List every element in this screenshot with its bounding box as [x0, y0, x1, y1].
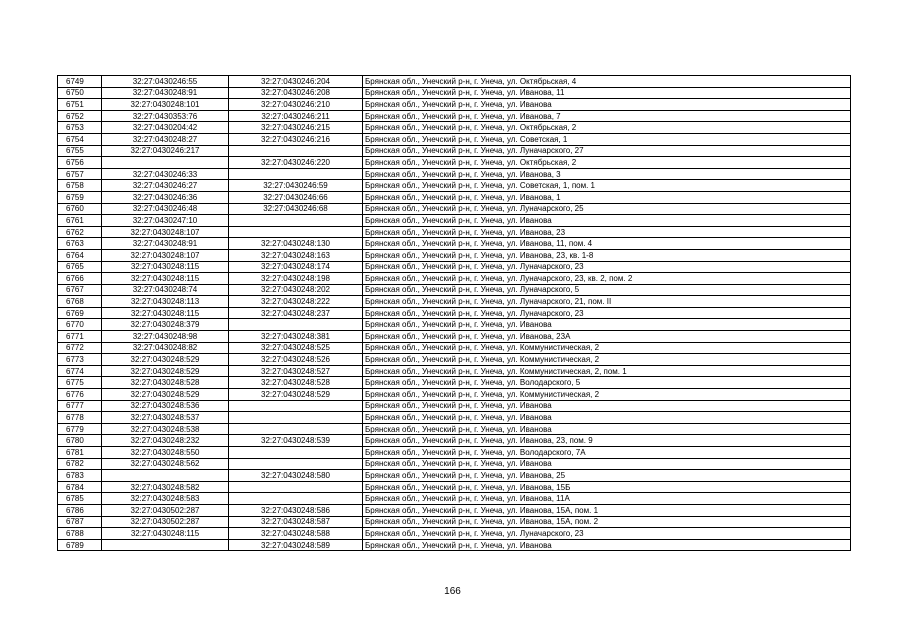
parcel-cadastral-number-cell: 32:27:0430248:538: [102, 423, 229, 435]
parcel-cadastral-number-cell: 32:27:0430248:529: [102, 365, 229, 377]
table-row: [58, 191, 851, 203]
table-row: [58, 516, 851, 528]
object-cadastral-number-cell: [229, 493, 363, 505]
object-cadastral-number-cell: [229, 168, 363, 180]
parcel-cadastral-number-cell: 32:27:0430248:562: [102, 458, 229, 470]
table-row: [58, 319, 851, 331]
row-number-cell: 6778: [58, 412, 102, 424]
object-cadastral-number-cell: [229, 400, 363, 412]
table-row: [58, 110, 851, 122]
parcel-cadastral-number-cell: 32:27:0430502:287: [102, 504, 229, 516]
object-cadastral-number-cell: 32:27:0430246:210: [229, 99, 363, 111]
row-number-cell: 6779: [58, 423, 102, 435]
table-row: [58, 238, 851, 250]
object-cadastral-number-cell: 32:27:0430246:220: [229, 157, 363, 169]
address-cell: Брянская обл., Унечский р-н, г. Унеча, ул. Иванова, 23А: [363, 331, 851, 343]
address-cell: Брянская обл., Унечский р-н, г. Унеча, ул. Володарского, 7А: [363, 447, 851, 459]
object-cadastral-number-cell: 32:27:0430246:204: [229, 76, 363, 88]
row-number-cell: 6786: [58, 504, 102, 516]
table-row: [58, 215, 851, 227]
row-number-cell: 6760: [58, 203, 102, 215]
address-cell: Брянская обл., Унечский р-н, г. Унеча, ул. Октябрьская, 4: [363, 76, 851, 88]
row-number-cell: 6759: [58, 191, 102, 203]
table-row: [58, 122, 851, 134]
row-number-cell: 6780: [58, 435, 102, 447]
records-body: [58, 76, 851, 551]
parcel-cadastral-number-cell: 32:27:0430248:529: [102, 389, 229, 401]
object-cadastral-number-cell: [229, 319, 363, 331]
parcel-cadastral-number-cell: 32:27:0430248:528: [102, 377, 229, 389]
address-cell: Брянская обл., Унечский р-н, г. Унеча, ул. Коммунистическая, 2: [363, 389, 851, 401]
row-number-cell: 6764: [58, 249, 102, 261]
table-row: [58, 331, 851, 343]
address-cell: Брянская обл., Унечский р-н, г. Унеча, ул. Иванова: [363, 400, 851, 412]
parcel-cadastral-number-cell: 32:27:0430248:379: [102, 319, 229, 331]
address-cell: Брянская обл., Унечский р-н, г. Унеча, ул. Иванова: [363, 423, 851, 435]
parcel-cadastral-number-cell: 32:27:0430248:115: [102, 307, 229, 319]
row-number-cell: 6761: [58, 215, 102, 227]
row-number-cell: 6751: [58, 99, 102, 111]
address-cell: Брянская обл., Унечский р-н, г. Унеча, ул. Иванова, 23, кв. 1-8: [363, 249, 851, 261]
parcel-cadastral-number-cell: 32:27:0430248:27: [102, 133, 229, 145]
object-cadastral-number-cell: 32:27:0430246:59: [229, 180, 363, 192]
parcel-cadastral-number-cell: 32:27:0430248:583: [102, 493, 229, 505]
object-cadastral-number-cell: 32:27:0430248:174: [229, 261, 363, 273]
object-cadastral-number-cell: [229, 481, 363, 493]
table-row: [58, 157, 851, 169]
address-cell: Брянская обл., Унечский р-н, г. Унеча, ул. Иванова, 3: [363, 168, 851, 180]
row-number-cell: 6777: [58, 400, 102, 412]
parcel-cadastral-number-cell: 32:27:0430246:27: [102, 180, 229, 192]
address-cell: Брянская обл., Унечский р-н, г. Унеча, ул. Иванова, 25: [363, 470, 851, 482]
table-row: [58, 249, 851, 261]
parcel-cadastral-number-cell: 32:27:0430248:107: [102, 226, 229, 238]
address-cell: Брянская обл., Унечский р-н, г. Унеча, ул. Иванова, 11: [363, 87, 851, 99]
records-table: [57, 75, 851, 551]
table-row: [58, 493, 851, 505]
row-number-cell: 6752: [58, 110, 102, 122]
address-cell: Брянская обл., Унечский р-н, г. Унеча, ул. Иванова, 11А: [363, 493, 851, 505]
table-row: [58, 226, 851, 238]
object-cadastral-number-cell: 32:27:0430248:202: [229, 284, 363, 296]
object-cadastral-number-cell: [229, 226, 363, 238]
object-cadastral-number-cell: 32:27:0430248:580: [229, 470, 363, 482]
table-row: [58, 273, 851, 285]
parcel-cadastral-number-cell: 32:27:0430248:91: [102, 238, 229, 250]
row-number-cell: 6753: [58, 122, 102, 134]
row-number-cell: 6785: [58, 493, 102, 505]
table-row: [58, 389, 851, 401]
table-row: [58, 296, 851, 308]
object-cadastral-number-cell: 32:27:0430248:586: [229, 504, 363, 516]
row-number-cell: 6784: [58, 481, 102, 493]
table-row: [58, 354, 851, 366]
object-cadastral-number-cell: [229, 423, 363, 435]
address-cell: Брянская обл., Унечский р-н, г. Унеча, ул. Иванова: [363, 458, 851, 470]
parcel-cadastral-number-cell: 32:27:0430248:232: [102, 435, 229, 447]
row-number-cell: 6775: [58, 377, 102, 389]
object-cadastral-number-cell: 32:27:0430248:529: [229, 389, 363, 401]
address-cell: Брянская обл., Унечский р-н, г. Унеча, ул. Иванова: [363, 539, 851, 551]
row-number-cell: 6763: [58, 238, 102, 250]
table-row: [58, 458, 851, 470]
parcel-cadastral-number-cell: 32:27:0430248:536: [102, 400, 229, 412]
object-cadastral-number-cell: 32:27:0430246:211: [229, 110, 363, 122]
row-number-cell: 6787: [58, 516, 102, 528]
address-cell: Брянская обл., Унечский р-н, г. Унеча, ул. Иванова, 23, пом. 9: [363, 435, 851, 447]
address-cell: Брянская обл., Унечский р-н, г. Унеча, ул. Иванова, 1: [363, 191, 851, 203]
parcel-cadastral-number-cell: 32:27:0430502:287: [102, 516, 229, 528]
table-row: [58, 87, 851, 99]
object-cadastral-number-cell: [229, 215, 363, 227]
address-cell: Брянская обл., Унечский р-н, г. Унеча, ул. Иванова: [363, 412, 851, 424]
address-cell: Брянская обл., Унечский р-н, г. Унеча, ул. Иванова, 15Б: [363, 481, 851, 493]
object-cadastral-number-cell: 32:27:0430246:68: [229, 203, 363, 215]
row-number-cell: 6781: [58, 447, 102, 459]
table-row: [58, 377, 851, 389]
address-cell: Брянская обл., Унечский р-н, г. Унеча, ул. Луначарского, 23: [363, 261, 851, 273]
row-number-cell: 6782: [58, 458, 102, 470]
parcel-cadastral-number-cell: 32:27:0430248:115: [102, 273, 229, 285]
row-number-cell: 6756: [58, 157, 102, 169]
table-row: [58, 133, 851, 145]
object-cadastral-number-cell: 32:27:0430248:198: [229, 273, 363, 285]
object-cadastral-number-cell: 32:27:0430248:163: [229, 249, 363, 261]
row-number-cell: 6770: [58, 319, 102, 331]
parcel-cadastral-number-cell: [102, 539, 229, 551]
object-cadastral-number-cell: 32:27:0430248:130: [229, 238, 363, 250]
address-cell: Брянская обл., Унечский р-н, г. Унеча, ул. Луначарского, 23: [363, 528, 851, 540]
row-number-cell: 6766: [58, 273, 102, 285]
object-cadastral-number-cell: [229, 412, 363, 424]
parcel-cadastral-number-cell: 32:27:0430248:550: [102, 447, 229, 459]
table-row: [58, 99, 851, 111]
object-cadastral-number-cell: 32:27:0430248:381: [229, 331, 363, 343]
parcel-cadastral-number-cell: 32:27:0430248:82: [102, 342, 229, 354]
object-cadastral-number-cell: 32:27:0430248:528: [229, 377, 363, 389]
address-cell: Брянская обл., Унечский р-н, г. Унеча, ул. Луначарского, 5: [363, 284, 851, 296]
table-row: [58, 76, 851, 88]
parcel-cadastral-number-cell: 32:27:0430248:115: [102, 528, 229, 540]
object-cadastral-number-cell: 32:27:0430248:527: [229, 365, 363, 377]
object-cadastral-number-cell: [229, 458, 363, 470]
object-cadastral-number-cell: 32:27:0430248:222: [229, 296, 363, 308]
object-cadastral-number-cell: [229, 447, 363, 459]
row-number-cell: 6772: [58, 342, 102, 354]
address-cell: Брянская обл., Унечский р-н, г. Унеча, ул. Иванова: [363, 215, 851, 227]
table-row: [58, 168, 851, 180]
object-cadastral-number-cell: 32:27:0430248:588: [229, 528, 363, 540]
address-cell: Брянская обл., Унечский р-н, г. Унеча, ул. Октябрьская, 2: [363, 122, 851, 134]
table-row: [58, 435, 851, 447]
parcel-cadastral-number-cell: 32:27:0430248:74: [102, 284, 229, 296]
table-row: [58, 400, 851, 412]
table-row: [58, 412, 851, 424]
table-row: [58, 145, 851, 157]
table-row: [58, 203, 851, 215]
address-cell: Брянская обл., Унечский р-н, г. Унеча, ул. Иванова, 7: [363, 110, 851, 122]
object-cadastral-number-cell: 32:27:0430246:216: [229, 133, 363, 145]
parcel-cadastral-number-cell: [102, 157, 229, 169]
object-cadastral-number-cell: 32:27:0430248:587: [229, 516, 363, 528]
object-cadastral-number-cell: 32:27:0430248:589: [229, 539, 363, 551]
parcel-cadastral-number-cell: 32:27:0430246:36: [102, 191, 229, 203]
address-cell: Брянская обл., Унечский р-н, г. Унеча, ул. Луначарского, 27: [363, 145, 851, 157]
parcel-cadastral-number-cell: 32:27:0430247:10: [102, 215, 229, 227]
parcel-cadastral-number-cell: 32:27:0430248:529: [102, 354, 229, 366]
address-cell: Брянская обл., Унечский р-н, г. Унеча, ул. Луначарского, 25: [363, 203, 851, 215]
address-cell: Брянская обл., Унечский р-н, г. Унеча, ул. Иванова, 15А, пом. 1: [363, 504, 851, 516]
table-row: [58, 423, 851, 435]
row-number-cell: 6758: [58, 180, 102, 192]
parcel-cadastral-number-cell: 32:27:0430248:98: [102, 331, 229, 343]
row-number-cell: 6757: [58, 168, 102, 180]
address-cell: Брянская обл., Унечский р-н, г. Унеча, ул. Коммунистическая, 2, пом. 1: [363, 365, 851, 377]
row-number-cell: 6788: [58, 528, 102, 540]
address-cell: Брянская обл., Унечский р-н, г. Унеча, ул. Октябрьская, 2: [363, 157, 851, 169]
page-number: 166: [444, 586, 461, 597]
row-number-cell: 6768: [58, 296, 102, 308]
parcel-cadastral-number-cell: 32:27:0430248:537: [102, 412, 229, 424]
table-row: [58, 307, 851, 319]
address-cell: Брянская обл., Унечский р-н, г. Унеча, ул. Луначарского, 21, пом. II: [363, 296, 851, 308]
row-number-cell: 6773: [58, 354, 102, 366]
parcel-cadastral-number-cell: 32:27:0430248:91: [102, 87, 229, 99]
address-cell: Брянская обл., Унечский р-н, г. Унеча, ул. Коммунистическая, 2: [363, 342, 851, 354]
row-number-cell: 6774: [58, 365, 102, 377]
table-row: [58, 284, 851, 296]
row-number-cell: 6769: [58, 307, 102, 319]
row-number-cell: 6783: [58, 470, 102, 482]
row-number-cell: 6789: [58, 539, 102, 551]
address-cell: Брянская обл., Унечский р-н, г. Унеча, ул. Советская, 1, пом. 1: [363, 180, 851, 192]
parcel-cadastral-number-cell: 32:27:0430248:582: [102, 481, 229, 493]
table-row: [58, 504, 851, 516]
object-cadastral-number-cell: 32:27:0430246:208: [229, 87, 363, 99]
address-cell: Брянская обл., Унечский р-н, г. Унеча, ул. Коммунистическая, 2: [363, 354, 851, 366]
table-row: [58, 470, 851, 482]
address-cell: Брянская обл., Унечский р-н, г. Унеча, ул. Иванова: [363, 99, 851, 111]
table-row: [58, 365, 851, 377]
table-row: [58, 528, 851, 540]
address-cell: Брянская обл., Унечский р-н, г. Унеча, ул. Иванова, 11, пом. 4: [363, 238, 851, 250]
row-number-cell: 6767: [58, 284, 102, 296]
row-number-cell: 6765: [58, 261, 102, 273]
table-row: [58, 261, 851, 273]
parcel-cadastral-number-cell: 32:27:0430246:33: [102, 168, 229, 180]
address-cell: Брянская обл., Унечский р-н, г. Унеча, ул. Иванова, 23: [363, 226, 851, 238]
parcel-cadastral-number-cell: [102, 470, 229, 482]
parcel-cadastral-number-cell: 32:27:0430248:107: [102, 249, 229, 261]
parcel-cadastral-number-cell: 32:27:0430246:48: [102, 203, 229, 215]
object-cadastral-number-cell: 32:27:0430246:215: [229, 122, 363, 134]
address-cell: Брянская обл., Унечский р-н, г. Унеча, ул. Луначарского, 23: [363, 307, 851, 319]
parcel-cadastral-number-cell: 32:27:0430246:55: [102, 76, 229, 88]
address-cell: Брянская обл., Унечский р-н, г. Унеча, ул. Иванова, 15А, пом. 2: [363, 516, 851, 528]
row-number-cell: 6755: [58, 145, 102, 157]
parcel-cadastral-number-cell: 32:27:0430204:42: [102, 122, 229, 134]
row-number-cell: 6762: [58, 226, 102, 238]
row-number-cell: 6754: [58, 133, 102, 145]
parcel-cadastral-number-cell: 32:27:0430248:101: [102, 99, 229, 111]
address-cell: Брянская обл., Унечский р-н, г. Унеча, ул. Советская, 1: [363, 133, 851, 145]
address-cell: Брянская обл., Унечский р-н, г. Унеча, ул. Иванова: [363, 319, 851, 331]
row-number-cell: 6750: [58, 87, 102, 99]
parcel-cadastral-number-cell: 32:27:0430353:76: [102, 110, 229, 122]
table-row: [58, 342, 851, 354]
parcel-cadastral-number-cell: 32:27:0430246:217: [102, 145, 229, 157]
table-row: [58, 447, 851, 459]
object-cadastral-number-cell: [229, 145, 363, 157]
object-cadastral-number-cell: 32:27:0430248:237: [229, 307, 363, 319]
parcel-cadastral-number-cell: 32:27:0430248:113: [102, 296, 229, 308]
object-cadastral-number-cell: 32:27:0430248:525: [229, 342, 363, 354]
table-row: [58, 180, 851, 192]
row-number-cell: 6776: [58, 389, 102, 401]
address-cell: Брянская обл., Унечский р-н, г. Унеча, ул. Володарского, 5: [363, 377, 851, 389]
object-cadastral-number-cell: 32:27:0430248:539: [229, 435, 363, 447]
parcel-cadastral-number-cell: 32:27:0430248:115: [102, 261, 229, 273]
table-row: [58, 481, 851, 493]
table-row: [58, 539, 851, 551]
address-cell: Брянская обл., Унечский р-н, г. Унеча, ул. Луначарского, 23, кв. 2, пом. 2: [363, 273, 851, 285]
object-cadastral-number-cell: 32:27:0430248:526: [229, 354, 363, 366]
row-number-cell: 6771: [58, 331, 102, 343]
object-cadastral-number-cell: 32:27:0430246:66: [229, 191, 363, 203]
row-number-cell: 6749: [58, 76, 102, 88]
